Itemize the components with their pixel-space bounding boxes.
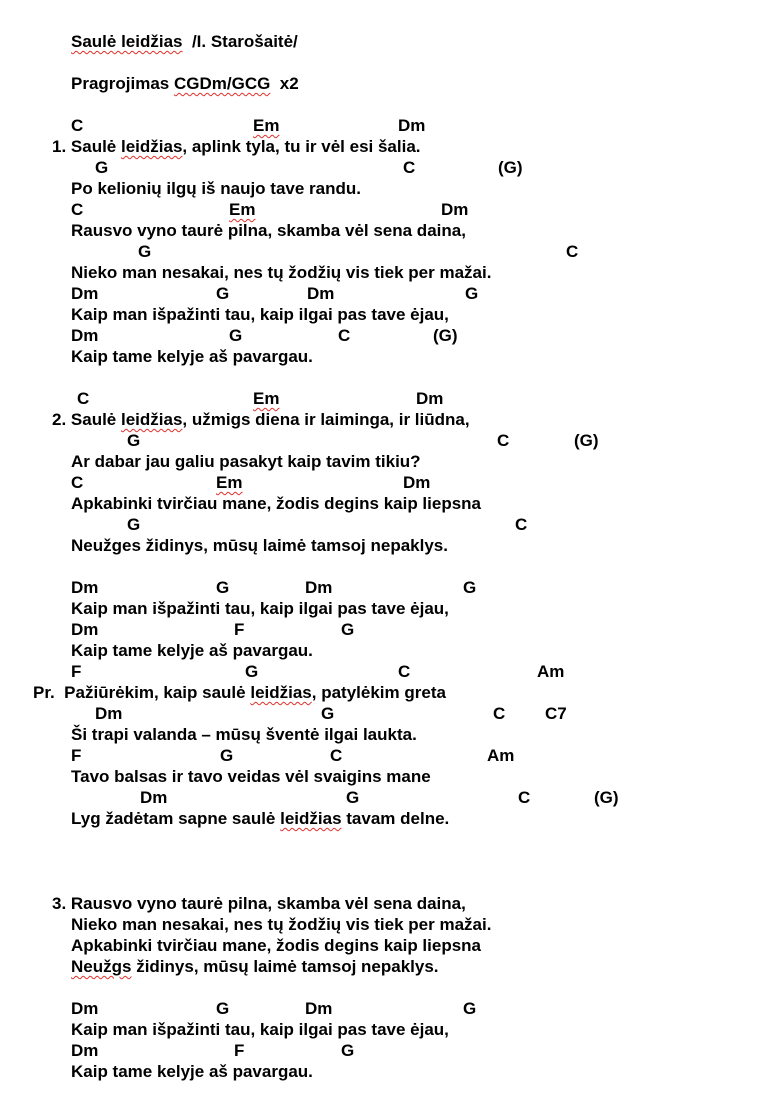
chord: G [229,326,243,345]
chord: Dm [305,999,333,1018]
chord: C [330,746,343,765]
chord: G [127,431,141,450]
chord: G [321,704,335,723]
lyric-line: Nieko man nesakai, nes tų žodžių vis tiek per mažai. [71,915,492,934]
lyric-line: Kaip man išpažinti tau, kaip ilgai pas tave ėjau, [71,1020,449,1039]
title-song-name: Saulė leidžias [71,32,183,51]
lyric-line: Kaip man išpažinti tau, kaip ilgai pas tave ėjau, [71,305,449,324]
chord: C [493,704,506,723]
lyric-line: Lyg žadėtam sapne saulė leidžias tavam delne. [71,809,450,828]
spellcheck-word: Neužgs [71,957,132,976]
chord: Dm [71,326,99,345]
chord: G [220,746,234,765]
chord: Dm [71,620,99,639]
spellcheck-word: leidžias [120,137,183,156]
lyric-line: Tavo balsas ir tavo veidas vėl svaigins mane [71,767,431,786]
chord: G [463,578,477,597]
intro-label: Pragrojimas [71,74,170,93]
lyric-line: Kaip tame kelyje aš pavargau. [71,347,313,366]
chord: G [245,662,259,681]
chord: F [71,746,82,765]
chord: Dm [441,200,469,219]
chord: C [71,473,84,492]
chord: Am [487,746,515,765]
chord: C [497,431,510,450]
lyric-line: Kaip man išpažinti tau, kaip ilgai pas tave ėjau, [71,599,449,618]
chord: Em [253,116,280,135]
chord: G [341,620,355,639]
chord: Dm [403,473,431,492]
chord: G [95,158,109,177]
lyric-line: Pr. Pažiūrėkim, kaip saulė leidžias, patylėkim greta [33,683,446,702]
chord: C [77,389,90,408]
lyric-line: Neužges židinys, mūsų laimė tamsoj nepaklys. [71,536,448,555]
intro-line [71,74,299,94]
lyric-line: Kaip tame kelyje aš pavargau. [71,641,313,660]
chord: C7 [545,704,567,723]
chord: G [465,284,479,303]
chord: G [346,788,360,807]
chord: G [138,242,152,261]
chord: C [71,200,84,219]
chord: G [216,578,230,597]
lyric-line: 3. Rausvo vyno taurė pilna, skamba vėl sena daina, [52,894,466,913]
chord: Dm [95,704,123,723]
lyric-line: Ši trapi valanda – mūsų šventė ilgai laukta. [71,725,417,744]
chord: (G) [433,326,458,345]
spellcheck-word: leidžias [120,410,183,429]
title-separator [183,32,192,51]
lyric-line: Apkabinki tvirčiau mane, žodis degins kaip liepsna [71,936,482,955]
chord: C [338,326,351,345]
spellcheck-word: leidžias [250,683,312,702]
intro-repeat: x2 [279,74,299,93]
chord: Dm [71,999,99,1018]
chord: Dm [71,578,99,597]
chord: Dm [307,284,335,303]
lyric-line: Neužgs židinys, mūsų laimė tamsoj nepaklys. [71,957,439,976]
chord: C [403,158,416,177]
chord: C [515,515,528,534]
lyric-line: Po kelionių ilgų iš naujo tave randu. [71,179,361,198]
intro-chords: CGDm/GCG [174,74,271,93]
chord: Am [537,662,565,681]
chord: (G) [574,431,599,450]
chord: Dm [305,578,333,597]
lyric-line: 1. Saulė leidžias, aplink tyla, tu ir vėl esi šalia. [52,137,421,156]
chord: (G) [594,788,619,807]
lyric-line: 2. Saulė leidžias, užmigs diena ir laiminga, ir liūdna, [52,410,470,429]
chord: G [127,515,141,534]
lyric-line: Apkabinki tvirčiau mane, žodis degins kaip liepsna [71,494,482,513]
chord: Dm [398,116,426,135]
chord: G [341,1041,355,1060]
chord: Em [229,200,256,219]
chord: F [234,1041,245,1060]
chord: (G) [498,158,523,177]
lyric-line: Kaip tame kelyje aš pavargau. [71,1062,313,1081]
chord: C [518,788,531,807]
chord: Dm [71,284,99,303]
song-title [71,32,298,52]
chord: G [216,999,230,1018]
chord: F [71,662,82,681]
lyric-line: Rausvo vyno taurė pilna, skamba vėl sena daina, [71,221,466,240]
chord: Dm [71,1041,99,1060]
spellcheck-word: leidžias [280,809,342,828]
chord: Dm [140,788,168,807]
chord: Em [216,473,243,492]
lyric-line: Ar dabar jau galiu pasakyt kaip tavim tikiu? [71,452,421,471]
title-author: /I. Starošaitė/ [191,32,298,51]
lyric-line: Nieko man nesakai, nes tų žodžių vis tiek per mažai. [71,263,492,282]
chord: Dm [416,389,444,408]
chord: G [463,999,477,1018]
chord: C [71,116,84,135]
chord: Em [253,389,280,408]
chord: G [216,284,230,303]
chord: C [398,662,411,681]
chord: C [566,242,579,261]
chord: F [234,620,245,639]
